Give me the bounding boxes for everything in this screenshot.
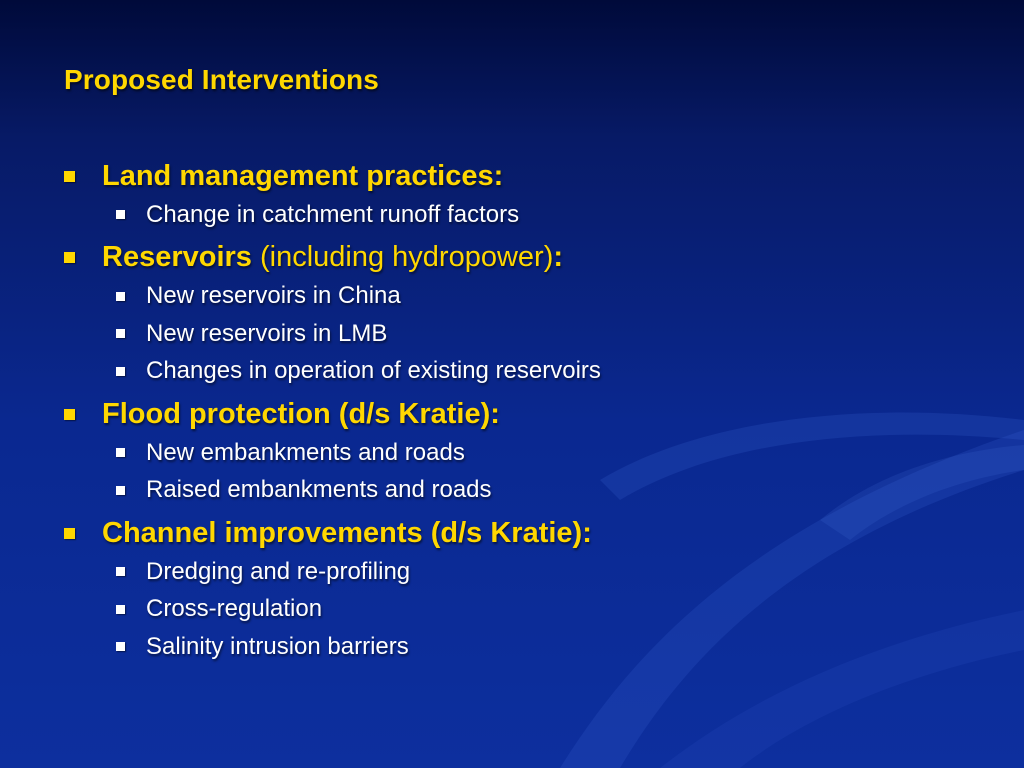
section-heading-reservoirs <box>64 238 964 278</box>
list-item <box>64 472 964 510</box>
square-bullet-icon <box>116 367 125 376</box>
list-item-text: New reservoirs in LMB <box>146 319 388 347</box>
list-item <box>64 628 964 666</box>
section-heading-text: Channel improvements (d/s Kratie): <box>102 516 592 549</box>
list-item <box>64 315 964 353</box>
list-item-text: Changes in operation of existing reservoirs <box>146 357 601 385</box>
section-heading-text: Flood protection (d/s Kratie): <box>102 397 500 430</box>
square-bullet-icon <box>116 292 125 301</box>
section-heading-flood-protection <box>64 394 964 434</box>
square-bullet-icon <box>116 605 125 614</box>
list-item-text: Salinity intrusion barriers <box>146 632 409 660</box>
section-heading-text: Reservoirs <box>102 241 252 273</box>
list-item <box>64 196 964 234</box>
section-heading-text: Land management practices: <box>102 159 504 192</box>
bullet-list <box>64 152 964 666</box>
section-heading-colon: : <box>553 241 564 273</box>
section-heading-parenthetical: (including hydropower) <box>251 241 554 273</box>
square-bullet-icon <box>64 528 75 539</box>
square-bullet-icon <box>64 409 75 420</box>
slide-title: Proposed Interventions <box>64 64 379 95</box>
square-bullet-icon <box>116 567 125 576</box>
square-bullet-icon <box>116 642 125 651</box>
list-item-text: Cross-regulation <box>146 595 323 623</box>
square-bullet-icon <box>64 171 75 182</box>
square-bullet-icon <box>116 329 125 338</box>
square-bullet-icon <box>116 210 125 219</box>
list-item <box>64 434 964 472</box>
square-bullet-icon <box>116 486 125 495</box>
list-item-text: Dredging and re-profiling <box>146 557 411 585</box>
list-item-text: New embankments and roads <box>146 438 465 466</box>
square-bullet-icon <box>116 448 125 457</box>
square-bullet-icon <box>64 252 75 263</box>
list-item <box>64 591 964 629</box>
list-item-text: New reservoirs in China <box>146 282 401 310</box>
list-item-text: Change in catchment runoff factors <box>146 200 520 228</box>
section-heading-channel-improvements <box>64 513 964 553</box>
section-heading-land-management <box>64 156 964 196</box>
list-item <box>64 553 964 591</box>
list-item <box>64 353 964 391</box>
list-item-text: Raised embankments and roads <box>146 476 492 504</box>
list-item <box>64 278 964 316</box>
